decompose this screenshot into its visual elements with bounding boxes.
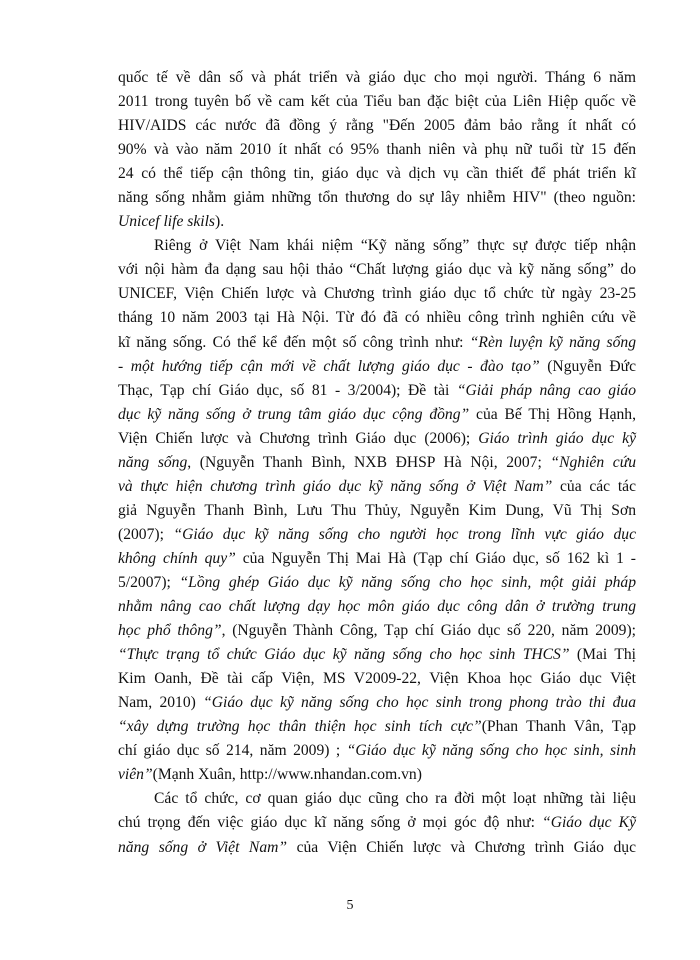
italic-text-segment: “Rèn luyện kỹ năng sống <box>469 333 636 351</box>
italic-text-segment: “Thực trạng tổ chức Giáo dục kỹ năng sống cho học sinh THCS” <box>118 646 570 664</box>
italic-text-segment: “Giáo dục Kỹ <box>542 814 636 832</box>
text-line <box>118 691 636 715</box>
text-line <box>118 595 636 619</box>
text-line <box>118 836 636 860</box>
text-segment: (Mai Thị <box>569 646 637 664</box>
italic-text-segment: và thực hiện chương trình giáo dục kỹ năng sống ở Việt Nam” <box>118 477 553 495</box>
text-line <box>118 379 636 403</box>
text-segment: của các tác <box>552 477 636 495</box>
italic-text-segment: không chính quy” <box>118 549 236 567</box>
italic-text-segment: học phổ thông” <box>118 622 222 640</box>
text-line <box>118 427 636 451</box>
text-segment: (Nguyễn Đức <box>539 357 636 375</box>
text-segment: 24 có thể tiếp cận thông tin, giáo dục và dịch vụ cần thiết để phát triển kĩ <box>118 165 636 183</box>
text-segment: của Viện Chiến lược và Chương trình Giáo dục <box>287 838 636 856</box>
text-line <box>118 138 636 162</box>
text-line <box>118 787 636 811</box>
text-segment: chú trọng đến việc giáo dục kĩ năng sống ở mọi góc độ như: <box>118 814 543 832</box>
text-line <box>118 306 636 330</box>
text-line <box>118 643 636 667</box>
italic-text-segment: dục kỹ năng sống ở trung tâm giáo dục cộng đồng” <box>118 405 470 423</box>
text-line <box>118 258 636 282</box>
italic-text-segment: năng sống ở Việt Nam” <box>118 838 288 856</box>
text-segment: , (Nguyễn Thành Công, Tạp chí Giáo dục số 220, năm 2009); <box>221 622 636 640</box>
text-line <box>118 114 636 138</box>
text-line <box>118 403 636 427</box>
text-segment: Riêng ở Việt Nam khái niệm “Kỹ năng sống” thực sự được tiếp nhận <box>154 237 636 255</box>
italic-text-segment: Giáo trình giáo dục kỹ <box>478 429 636 447</box>
italic-text-segment: Unicef life skils <box>118 213 216 231</box>
text-line <box>118 90 636 114</box>
italic-text-segment: “Giáo dục kỹ năng sống cho người học trong lĩnh vực giáo dục <box>173 525 636 543</box>
text-segment: kĩ năng sống. Có thể kể đến một số công trình như: <box>118 333 470 351</box>
text-segment: UNICEF, Viện Chiến lược và Chương trình giáo dục tổ chức từ ngày 23-25 <box>118 285 636 303</box>
text-segment: Nam, 2010) <box>118 694 204 712</box>
text-segment: HIV/AIDS các nước đã đồng ý rằng "Đến 2005 đảm bảo rằng ít nhất có <box>118 117 636 135</box>
text-line <box>118 66 636 90</box>
text-line <box>118 282 636 306</box>
text-line <box>118 763 636 787</box>
text-line <box>118 234 636 258</box>
text-segment: Viện Chiến lược và Chương trình Giáo dục (2006); <box>118 429 479 447</box>
text-line <box>118 451 636 475</box>
italic-text-segment: “xây dựng trường học thân thiện học sinh tích cực” <box>118 718 482 736</box>
text-segment: chí giáo dục số 214, năm 2009) ; <box>118 742 347 760</box>
text-line <box>118 186 636 210</box>
italic-text-segment: - một hướng tiếp cận mới về chất lượng giáo dục - đào tạo” <box>118 357 540 375</box>
text-line <box>118 571 636 595</box>
text-segment: năng sống nhằm giảm những tổn thương do sự lây nhiễm HIV" (theo nguồn: <box>118 189 636 207</box>
text-line <box>118 667 636 691</box>
text-segment: giả Nguyễn Thanh Bình, Lưu Thu Thủy, Nguyễn Kim Dung, Vũ Thị Sơn <box>118 501 636 519</box>
text-segment: của Nguyễn Thị Mai Hà (Tạp chí Giáo dục, số 162 kì 1 - <box>235 549 636 567</box>
text-segment: Các tổ chức, cơ quan giáo dục cũng cho ra đời một loạt những tài liệu <box>154 790 636 808</box>
text-segment: Kim Oanh, Đề tài cấp Viện, MS V2009-22, Viện Khoa học Giáo dục Việt <box>118 670 636 688</box>
italic-text-segment: “Nghiên cứu <box>550 453 636 471</box>
text-segment: , (Nguyễn Thanh Bình, NXB ĐHSP Hà Nội, 2007; <box>187 453 551 471</box>
text-line <box>118 715 636 739</box>
italic-text-segment: “Giáo dục kỹ năng sống cho học sinh trong phong trào thi đua <box>203 694 636 712</box>
text-line <box>118 331 636 355</box>
text-segment: 90% và vào năm 2010 ít nhất có 95% thanh niên và phụ nữ tuổi từ 15 đến <box>118 141 636 159</box>
italic-text-segment: nhằm nâng cao chất lượng dạy học môn giáo dục công dân ở trường trung <box>118 598 636 616</box>
text-line <box>118 811 636 835</box>
italic-text-segment: năng sống <box>118 453 188 471</box>
text-line <box>118 162 636 186</box>
italic-text-segment: viên” <box>118 766 153 784</box>
page-number: 5 <box>346 898 354 913</box>
text-line <box>118 499 636 523</box>
text-segment: Thạc, Tạp chí Giáo dục, số 81 - 3/2004); Đề tài <box>118 381 457 399</box>
text-segment: tháng 10 năm 2003 tại Hà Nội. Từ đó đã có nhiều công trình nghiên cứu về <box>118 309 636 327</box>
text-segment: 2011 trong tuyên bố về cam kết của Tiểu ban đặc biệt của Liên Hiệp quốc về <box>118 93 636 111</box>
text-line <box>118 210 636 234</box>
text-segment: ). <box>215 213 225 231</box>
text-line <box>118 355 636 379</box>
text-line <box>118 547 636 571</box>
body-text <box>118 66 636 860</box>
text-segment: của Bế Thị Hồng Hạnh, <box>469 405 637 423</box>
text-line <box>118 475 636 499</box>
text-line <box>118 739 636 763</box>
text-segment: (Phan Thanh Vân, Tạp <box>481 718 636 736</box>
text-segment: (2007); <box>118 525 174 543</box>
italic-text-segment: “Lồng ghép Giáo dục kỹ năng sống cho học sinh, một giải pháp <box>179 573 637 591</box>
text-segment: 5/2007); <box>118 573 180 591</box>
text-segment: với nội hàm đa dạng sau hội thảo “Chất lượng giáo dục và kỹ năng sống” do <box>118 261 636 279</box>
italic-text-segment: “Giáo dục kỹ năng sống cho học sinh, sinh <box>346 742 636 760</box>
text-line <box>118 523 636 547</box>
italic-text-segment: “Giải pháp nâng cao giáo <box>456 381 636 399</box>
text-segment: (Mạnh Xuân, http://www.nhandan.com.vn) <box>152 766 422 784</box>
text-line <box>118 619 636 643</box>
text-segment: quốc tế về dân số và phát triển và giáo dục cho mọi người. Tháng 6 năm <box>118 69 636 86</box>
